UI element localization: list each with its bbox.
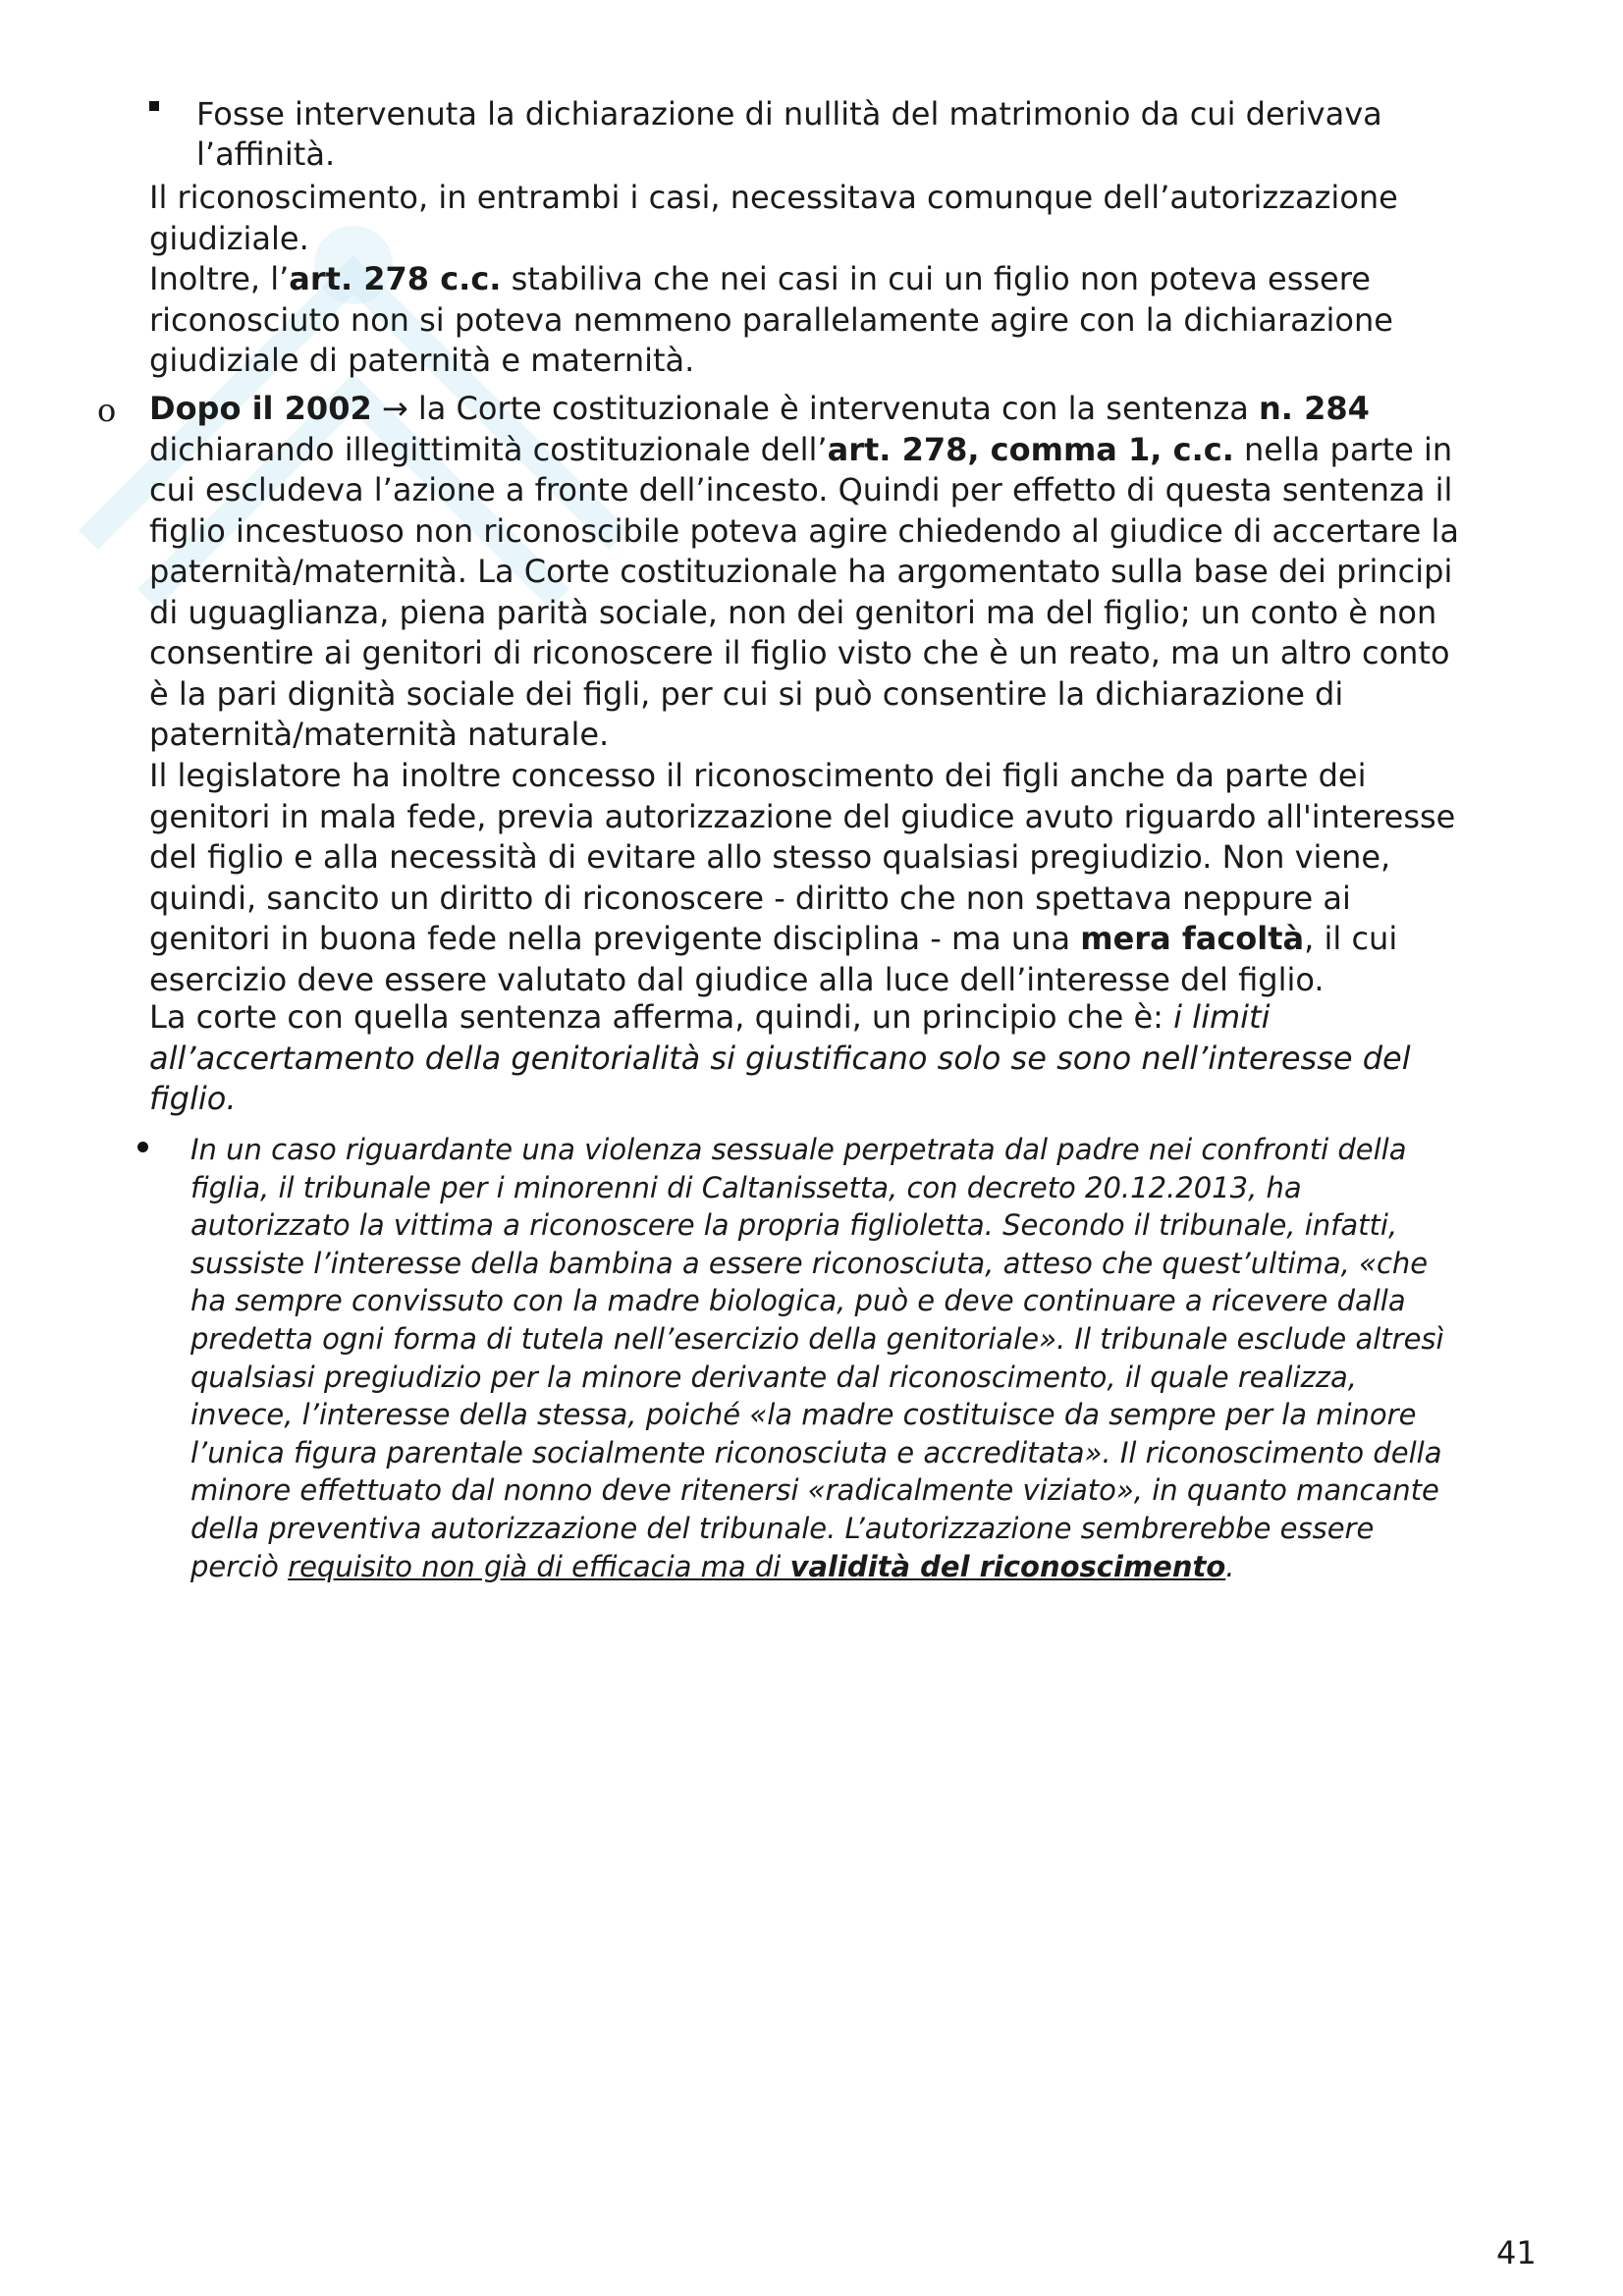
paragraph-riconoscimento: Il riconoscimento, in entrambi i casi, necessitava comunque dell’autorizzazione giudiziale. Inoltre, l’art. 278 c.c. stabiliva che nei casi in cui un figlio non poteva essere riconosciuto non si poteva nemmeno parallelamente agire con la dichiarazione giudiziale di paternità e maternità.: [149, 179, 1398, 379]
list-marker-o: o: [97, 392, 117, 429]
square-bullet-icon: [149, 101, 159, 111]
paragraph-dopo-2002: Dopo il 2002 → la Corte costituzionale è intervenuta con la sentenza n. 284 dichiarando illegittimità costituzionale dell’art. 278, comma 1, c.c. nella parte in cui escludeva l’azione a fronte dell’incesto. Quindi per effetto di questa sentenza il figlio incestuoso non riconoscibile poteva agire chiedendo al giudice di accertare la paternità/maternità. La Corte costituzionale ha argomentato sulla base dei principi di uguaglianza, piena parità sociale, non dei genitori ma del figlio; un conto è non consentire ai genitori di riconoscere il figlio visto che è un reato, ma un altro conto è la pari dignità sociale dei figli, per cui si può consentire la dichiarazione di paternità/maternità naturale.: [149, 390, 1460, 753]
paragraph-principio: La corte con quella sentenza afferma, quindi, un principio che è: i limiti all’accertamento della genitorialità si giustificano solo se sono nell’interesse del figlio.: [149, 998, 1411, 1117]
case-caltanissetta: In un caso riguardante una violenza sessuale perpetrata dal padre nei confronti della figlia, il tribunale per i minorenni di Caltanissetta, con decreto 20.12.2013, ha autorizzato la vittima a riconoscere la propria figlioletta. Secondo il tribunale, infatti, sussiste l’interesse della bambina a essere riconosciuta, atteso che quest’ultima, «che ha sempre convissuto con la madre biologica, può e deve continuare a ricevere dalla predetta ogni forma di tutela nell’esercizio della genitoriale». Il tribunale esclude altresì qualsiasi pregiudizio per la minore derivante dal riconoscimento, il quale realizza, invece, l’interesse della stessa, poiché «la madre costituisce da sempre per la minore l’unica figura parentale socialmente riconosciuta e accreditata». Il riconoscimento della minore effettuato dal nonno deve ritenersi «radicalmente viziato», in quanto mancante della preventiva autorizzazione del tribunale. L’autorizzazione sembrerebbe essere perciò requisito non già di efficacia ma di validità del riconoscimento.: [190, 1133, 1444, 1583]
round-bullet-icon: [137, 1142, 148, 1152]
page-number: 41: [1496, 2234, 1537, 2271]
list-item-nullita: Fosse intervenuta la dichiarazione di nullità del matrimonio da cui derivava l’affinità.: [196, 95, 1382, 173]
paragraph-legislatore: Il legislatore ha inoltre concesso il riconoscimento dei figli anche da parte dei genitori in mala fede, previa autorizzazione del giudice avuto riguardo all'interesse del figlio e alla necessità di evitare allo stesso qualsiasi pregiudizio. Non viene, quindi, sancito un diritto di riconoscere - diritto che non spettava neppure ai genitori in buona fede nella previgente disciplina - ma una mera facoltà, il cui esercizio deve essere valutato dal giudice alla luce dell’interesse del figlio.: [149, 757, 1456, 998]
arrow-right-icon: →: [371, 390, 418, 427]
